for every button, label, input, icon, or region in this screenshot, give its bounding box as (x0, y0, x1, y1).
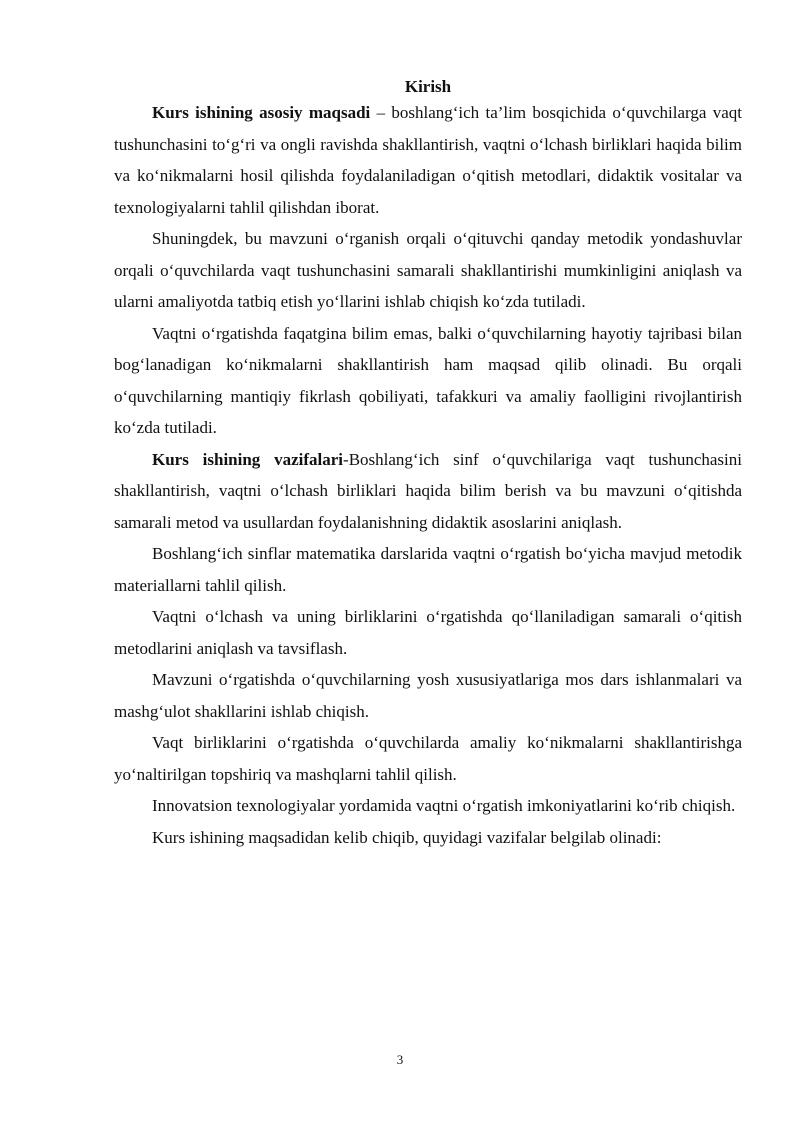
paragraph: Kurs ishining maqsadidan kelib chiqib, quyidagi vazifalar belgilab olinadi: (152, 827, 662, 847)
paragraph: Vaqt birliklarini o‘rgatishda o‘quvchilarda amaliy ko‘nikmalarni shakllantirishga yo‘naltirilgan topshiriq va mashqlarni tahlil qilish. (114, 733, 742, 784)
page-content (114, 77, 742, 853)
paragraph: Mavzuni o‘rgatishda o‘quvchilarning yosh xususiyatlariga mos dars ishlanmalari va mashg‘ulot shakllarini ishlab chiqish. (114, 670, 742, 721)
paragraph: Vaqtni o‘rgatishda faqatgina bilim emas, balki o‘quvchilarning hayotiy tajribasi bilan bog‘lanadigan ko‘nikmalarni shakllantirish ham maqsad qilib olinadi. Bu orqali o‘quvchilarning mantiqiy fikrlash qobiliyati, tafakkuri va amaliy faolligini rivojlantirish ko‘zda tutiladi. (114, 323, 742, 437)
paragraph: Innovatsion texnologiyalar yordamida vaqtni o‘rgatish imkoniyatlarini ko‘rib chiqish. (152, 796, 736, 815)
paragraph: Boshlang‘ich sinflar matematika darslarida vaqtni o‘rgatish bo‘yicha mavjud metodik materiallarni tahlil qilish. (114, 544, 742, 595)
page-number: 3 (396, 1052, 404, 1067)
paragraph-text: -Boshlang‘ich sinf o‘quvchilariga vaqt tushunchasini shakllantirish, vaqtni o‘lchash birliklari haqida bilim berish va bu mavzuni o‘qitishda samarali metod va usullardan foydalanishning didaktik asoslarini aniqlash. (114, 449, 742, 532)
paragraph-goal (114, 97, 742, 223)
paragraph-lead: Kurs ishining asosiy maqsadi (152, 103, 371, 122)
paragraph: Vaqtni o‘lchash va uning birliklarini o‘rgatishda qo‘llaniladigan samarali o‘qitish metodlarini aniqlash va tavsiflash. (114, 607, 742, 658)
paragraph-text: – boshlang‘ich ta’lim bosqichida o‘quvchilarga vaqt tushunchasini to‘g‘ri va ongli ravishda shakllantirish, vaqtni o‘lchash birliklari haqida bilim va ko‘nikmalarni hosil qilishda foydalaniladigan o‘qitish metodlari, didaktik vositalar va texnologiyalarni tahlil qilishdan iborat. (114, 103, 742, 217)
section-title: Kirish (404, 77, 452, 96)
paragraph: Shuningdek, bu mavzuni o‘rganish orqali o‘qituvchi qanday metodik yondashuvlar orqali o‘quvchilarda vaqt tushunchasini samarali shakllantirishi mumkinligini aniqlash va ularni amaliyotda tatbiq etish yo‘llarini ishlab chiqish ko‘zda tutiladi. (114, 229, 742, 311)
paragraph-tasks (114, 444, 742, 539)
paragraph-lead: Kurs ishining vazifalari (152, 449, 344, 469)
